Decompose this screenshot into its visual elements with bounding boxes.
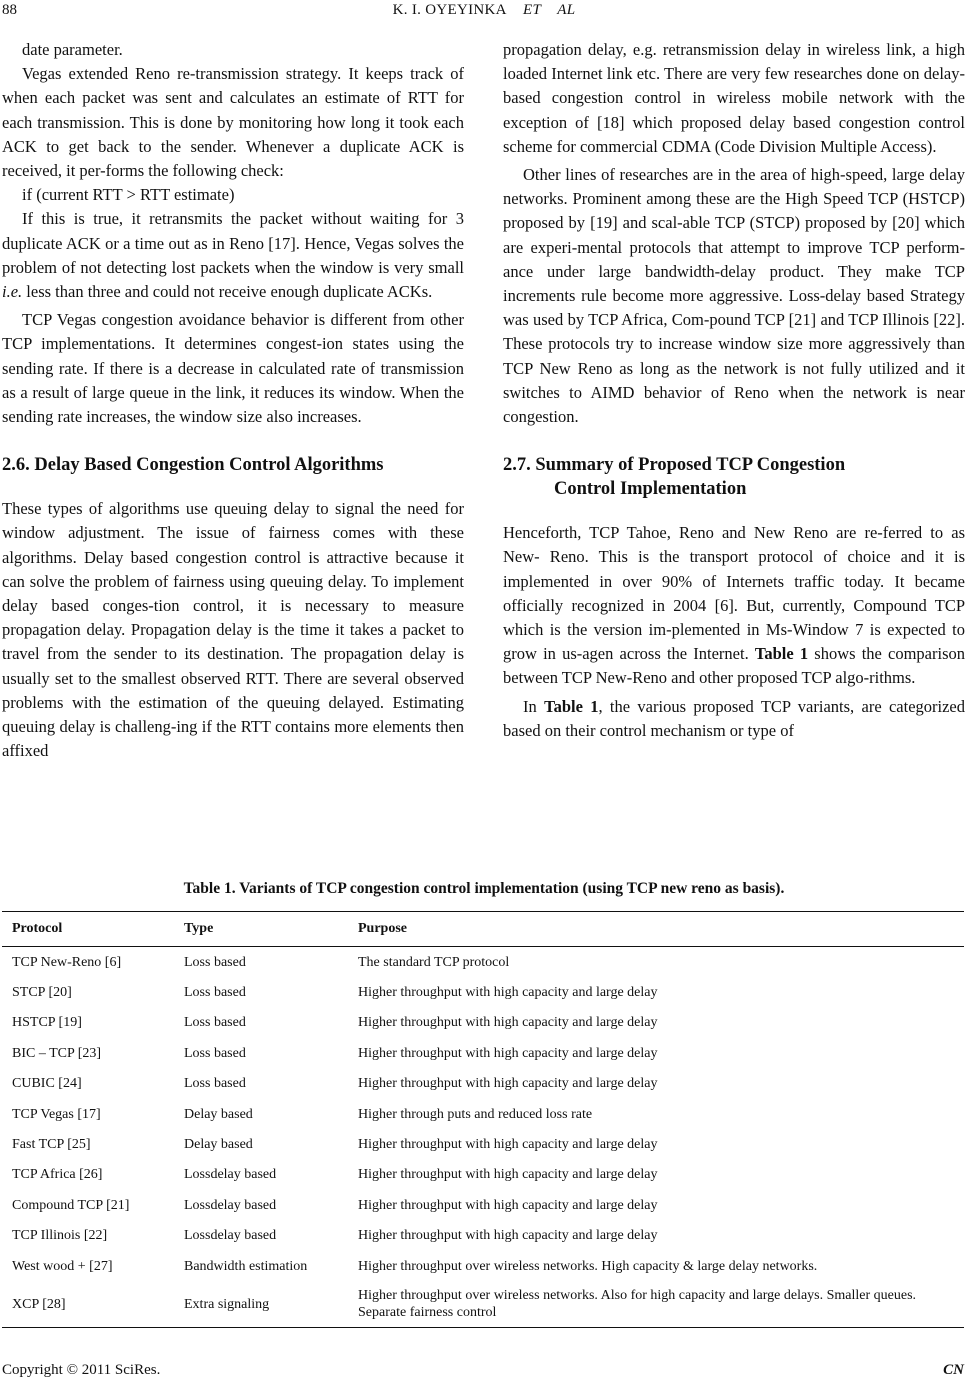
journal-abbrev: CN	[943, 1362, 964, 1378]
cell-protocol: CUBIC [24]	[12, 1076, 82, 1092]
table-row	[2, 977, 964, 1007]
cell-type: Delay based	[184, 1137, 253, 1153]
table-row	[2, 1038, 964, 1068]
table-row	[2, 947, 964, 978]
cell-purpose: Higher throughput with high capacity and large delay	[358, 1197, 658, 1213]
cell-protocol: BIC – TCP [23]	[12, 1045, 102, 1061]
table-row	[2, 1099, 964, 1129]
text-run: less than three and could not receive enough duplicate ACKs.	[22, 282, 433, 302]
column-header-purpose: Purpose	[358, 921, 407, 936]
cell-protocol: Fast TCP [25]	[12, 1137, 91, 1153]
paragraph: propagation delay, e.g. retransmission delay in wireless link, a high loaded Internet link etc. There are very few researches done on delay-based congestion control in wireless mobile network with the exception of [18] which proposed delay based congestion control scheme for commercial CDMA (Code Division Multiple Access).	[503, 40, 965, 156]
paragraph: TCP Vegas congestion avoidance behavior is different from other TCP implementations. It determines congest-ion states using the sending rate. If there is a decrease in calculated rate of transmission as a result of large queue in the link, it reduces its window. When the sending rate increases, the window size also increases.	[2, 310, 464, 427]
variants-table	[2, 911, 964, 1328]
table-row	[2, 1160, 964, 1190]
cell-protocol: TCP Vegas [17]	[12, 1106, 101, 1122]
cell-purpose: Higher throughput with high capacity and large delay	[358, 1015, 658, 1031]
cell-purpose: The standard TCP protocol	[358, 954, 510, 970]
paragraph: Other lines of researches are in the area of high-speed, large delay networks. Prominent among these are the High Speed TCP (HSTCP) proposed by [19] and scal-able TCP (STCP) proposed by [20] which are experi-mental protocols that attempt to improve TCP perform-ance under large bandwidth-delay product. They make TCP increments rule become more aggressive. Loss-delay based Strategy was used by TCP Africa, Com-pound TCP [21] and TCP Illinois [22]. These protocols try to increase window size more aggressively than TCP New Reno as long as the network is not fully utilized and it switches to AIMD behavior of Reno when the network is near congestion.	[503, 165, 965, 427]
table-reference: Table 1	[754, 644, 809, 664]
cell-protocol: West wood + [27]	[12, 1258, 113, 1274]
cell-purpose: Higher throughput with high capacity and large delay	[358, 1228, 658, 1244]
paragraph: date parameter.	[22, 40, 123, 59]
table-caption: Table 1. Variants of TCP congestion control implementation (using TCP new reno as basis).	[183, 880, 785, 897]
page-footer	[0, 1362, 968, 1382]
cell-type: Extra signaling	[184, 1296, 270, 1312]
cell-protocol: Compound TCP [21]	[12, 1197, 130, 1213]
paragraph	[503, 695, 965, 743]
cell-type: Bandwidth estimation	[184, 1258, 308, 1274]
cell-type: Delay based	[184, 1106, 253, 1122]
paragraph	[503, 521, 965, 690]
cell-protocol: HSTCP [19]	[12, 1015, 82, 1031]
copyright-text: Copyright © 2011 SciRes.	[2, 1362, 161, 1378]
et-text: ET	[522, 2, 542, 18]
right-column	[503, 38, 965, 743]
cell-purpose: Higher throughput over wireless networks. High capacity & large delay networks.	[358, 1258, 818, 1274]
cell-protocol: TCP Africa [26]	[12, 1167, 103, 1183]
heading-line: 2.7. Summary of Proposed TCP Congestion	[503, 455, 846, 476]
text-run: In	[523, 696, 545, 716]
table-row	[2, 1221, 964, 1251]
cell-protocol: STCP [20]	[12, 985, 72, 1001]
cell-purpose: Higher throughput with high capacity and large delay	[358, 1076, 658, 1092]
cell-purpose: Higher throughput over wireless networks. Also for high capacity and large delays. Smaller queues. Separate fairness control	[358, 1288, 917, 1321]
text-run: , the various proposed TCP variants, are categorized based on their control mechanism or type of	[503, 696, 965, 740]
table-row	[2, 1129, 964, 1159]
cell-protocol: TCP Illinois [22]	[12, 1228, 108, 1244]
cell-type: Lossdelay based	[184, 1167, 277, 1183]
paragraph: These types of algorithms use queuing delay to signal the need for window adjustment. The issue of fairness comes with these algorithms. Delay based congestion control is attractive because it can solve the problem of fairness using queuing delay. To implement delay based conges-tion control, it is necessary to measure propagation delay. Propagation delay is the time it takes a packet to travel from the sender to its destination. The propagation delay is usually set to the smallest observed RTT. There are several observed problems with the estimation of the queuing delayed. Estimating queuing delay is challeng-ing if the RTT contains more elements then affixed	[2, 499, 464, 761]
table-row	[2, 1069, 964, 1099]
column-header-type: Type	[184, 921, 214, 936]
table-row	[2, 1281, 964, 1328]
paragraph: if (current RTT > RTT estimate)	[22, 185, 235, 205]
cell-protocol: TCP New-Reno [6]	[12, 954, 122, 970]
cell-purpose: Higher throughput with high capacity and large delay	[358, 1137, 658, 1153]
paragraph: Vegas extended Reno re-transmission strategy. It keeps track of when each packet was sent and calculates an estimate of RTT for each transmission. This is done by monitoring how long it took each ACK to get back to the sender. Whenever a duplicate ACK is received, it per-forms the following check:	[2, 64, 464, 181]
cell-purpose: Higher throughput with high capacity and large delay	[358, 985, 658, 1001]
heading-line: Control Implementation	[554, 479, 747, 500]
page-header	[0, 2, 968, 22]
cell-type: Loss based	[184, 1015, 246, 1031]
table-reference: Table 1	[544, 696, 599, 716]
section-heading	[503, 453, 965, 501]
author-name: K. I. OYEYINKA	[392, 2, 507, 18]
paragraph	[2, 207, 464, 304]
italic-text: i.e.	[2, 282, 23, 302]
table-row	[2, 1190, 964, 1220]
text-run: Henceforth, TCP Tahoe, Reno and New Reno are re-ferred to as New- Reno. This is the transport protocol of choice and it is implemented in over 90% of Internets traffic today. It became officially recognized in 2004 [6]. But, currently, Compound TCP which is the version im-plemented in Ms-Window 7 is expected to grow in us-agen across the Internet.	[503, 523, 965, 664]
cell-type: Loss based	[184, 954, 246, 970]
text-run: shows the comparison between TCP New-Reno and other proposed TCP algo-rithms.	[503, 644, 965, 688]
section-heading: 2.6. Delay Based Congestion Control Algorithms	[2, 455, 384, 476]
table-row	[2, 1251, 964, 1281]
cell-type: Loss based	[184, 985, 246, 1001]
page-number: 88	[2, 2, 17, 18]
running-title	[0, 2, 968, 19]
al-text: AL	[557, 2, 576, 18]
cell-purpose: Higher throughput with high capacity and large delay	[358, 1045, 658, 1061]
left-column	[2, 38, 464, 763]
cell-purpose: Higher through puts and reduced loss rate	[358, 1106, 593, 1122]
cell-type: Loss based	[184, 1076, 246, 1092]
cell-type: Loss based	[184, 1045, 246, 1061]
table-row	[2, 1008, 964, 1038]
cell-type: Lossdelay based	[184, 1197, 277, 1213]
cell-type: Lossdelay based	[184, 1228, 277, 1244]
cell-purpose: Higher throughput with high capacity and large delay	[358, 1167, 658, 1183]
cell-protocol: XCP [28]	[12, 1296, 66, 1312]
table-header-row	[2, 912, 964, 947]
column-header-protocol: Protocol	[12, 921, 63, 936]
text-run: If this is true, it retransmits the packet without waiting for 3 duplicate ACK or a time out as in Reno [17]. Hence, Vegas solves the problem of not detecting lost packets when the window is very small	[2, 209, 464, 277]
